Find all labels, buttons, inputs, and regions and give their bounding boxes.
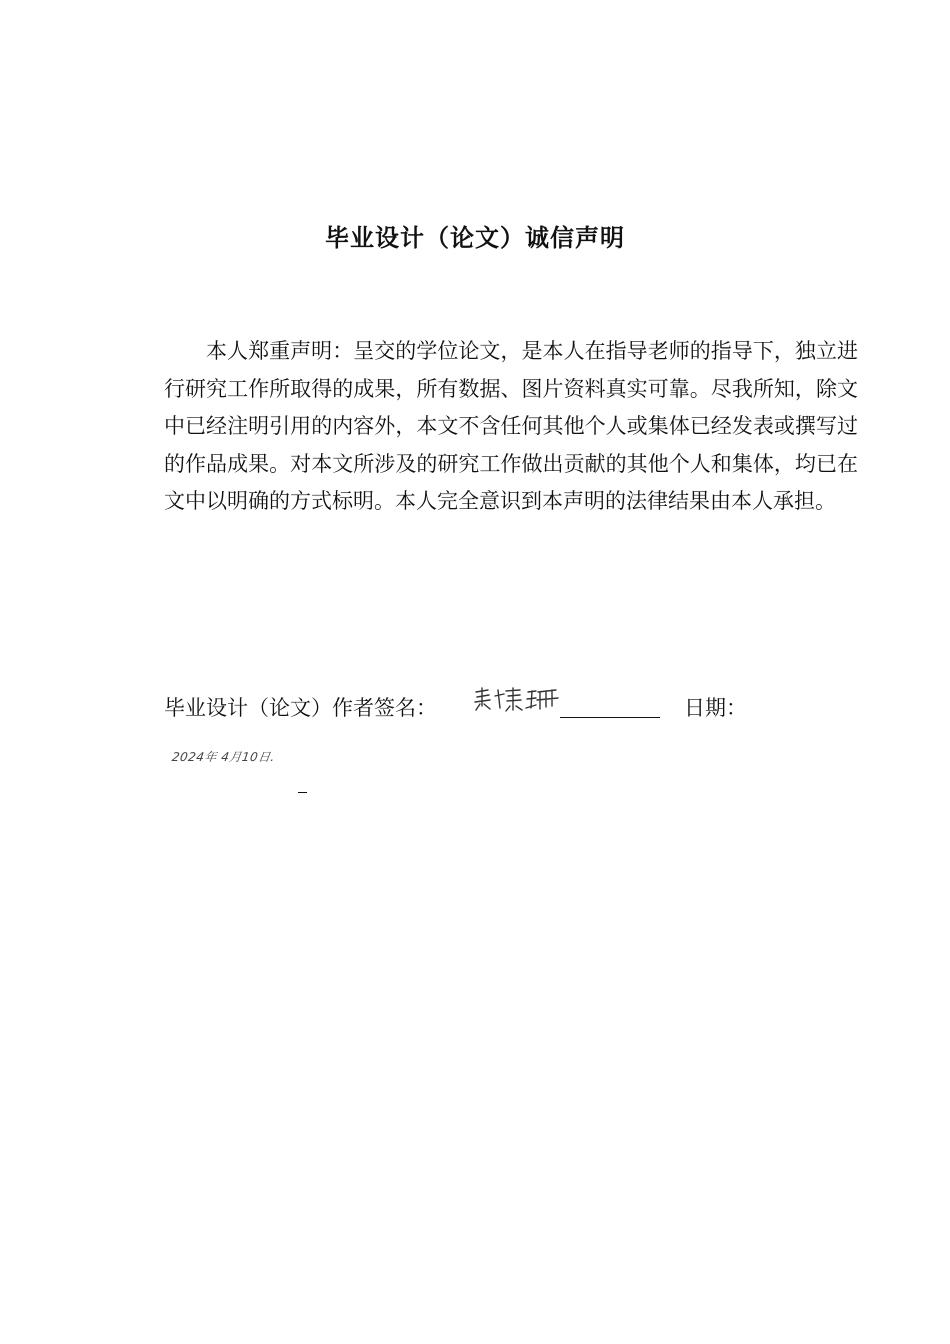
handwritten-signature [470, 682, 560, 716]
author-signature-label: 毕业设计（论文）作者签名： [164, 696, 437, 720]
stray-dash-mark [298, 792, 307, 793]
signature-row [164, 692, 858, 726]
page-title: 毕业设计（论文）诚信声明 [325, 224, 625, 252]
signature-underline [560, 717, 660, 718]
declaration-paragraph: 本人郑重声明：呈交的学位论文，是本人在指导老师的指导下，独立进行研究工作所取得的成果，所有数据、图片资料真实可靠。尽我所知，除文中已经注明引用的内容外，本文不含任何其他个人或集体已经发表或撰写过的作品成果。对本文所涉及的研究工作做出贡献的其他个人和集体，均已在文中以明确的方式标明。本人完全意识到本声明的法律结果由本人承担。 [164, 339, 858, 513]
handwritten-date: 2024年 4月10日. [170, 750, 276, 764]
date-label: 日期： [684, 696, 747, 720]
